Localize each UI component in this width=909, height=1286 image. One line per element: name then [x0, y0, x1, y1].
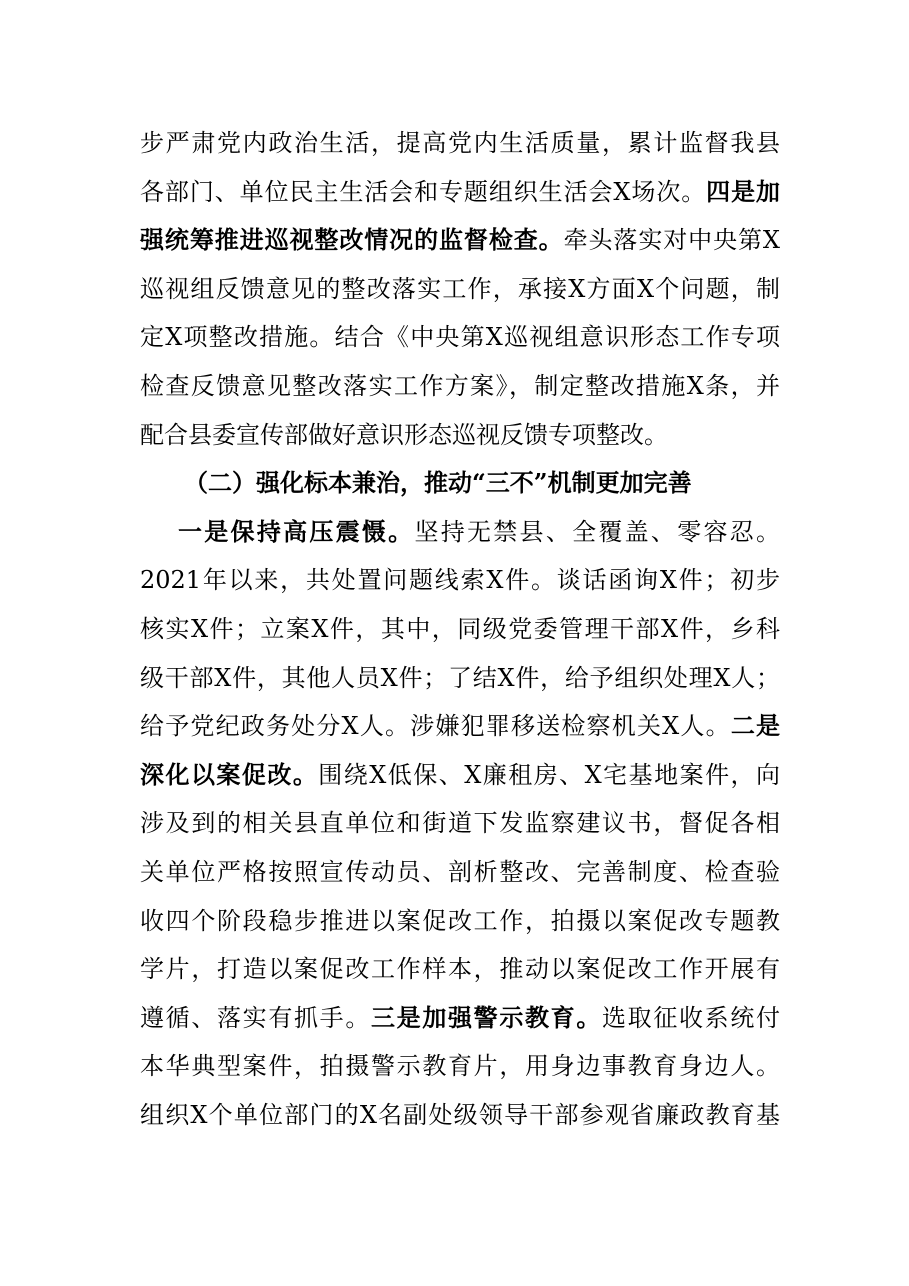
section-heading	[140, 459, 780, 508]
bold-run: 深化以案促改。	[140, 759, 319, 789]
text-line-10	[140, 605, 780, 654]
text-line-7	[140, 411, 780, 460]
text-run: 巡视组反馈意见的整改落实工作，承接X方面X个问题，制	[140, 274, 780, 303]
bold-run: 强统筹推进巡视整改情况的监督检查。	[140, 225, 564, 255]
text-run: 牵头落实对中央第X	[563, 226, 780, 255]
bold-run: 一是保持高压震慑。	[178, 516, 415, 546]
text-line-9	[140, 556, 780, 605]
text-run: 检查反馈意见整改落实工作方案》，制定整改措施X条，并	[140, 371, 780, 400]
bold-run: 四是加	[706, 176, 781, 206]
text-run: 学片，打造以案促改工作样本，推动以案促改工作开展有	[140, 955, 780, 984]
text-run: 围绕X低保、X廉租房、X宅基地案件，向	[318, 760, 781, 789]
text-run: 定X项整改措施。结合《中央第X巡视组意识形态工作专项	[140, 323, 780, 352]
text-line-12	[140, 702, 780, 751]
text-run: 级干部X件，其他人员X件；了结X件，给予组织处理X人；	[140, 663, 780, 692]
text-run: 关单位严格按照宣传动员、剖析整改、完善制度、检查验	[140, 857, 780, 886]
text-line-16	[140, 897, 780, 946]
text-run: 组织X个单位部门的X名副处级领导干部参观省廉政教育基	[140, 1100, 780, 1129]
text-run: 各部门、单位民主生活会和专题组织生活会X场次。	[140, 177, 707, 206]
text-line-14	[140, 799, 780, 848]
text-run: 步严肃党内政治生活，提高党内生活质量，累计监督我县	[140, 129, 780, 157]
text-run: 2021年以来，共处置问题线索X件。谈话函询X件；初步	[140, 566, 780, 595]
text-run: 配合县委宣传部做好意识形态巡视反馈专项整改。	[140, 420, 668, 449]
text-run: 收四个阶段稳步推进以案促改工作，拍摄以案促改专题教	[140, 906, 780, 935]
text-run: 给予党纪政务处分X人。涉嫌犯罪移送检察机关X人。	[140, 712, 731, 741]
text-run: 选取征收系统付	[602, 1003, 780, 1032]
text-run: 本华典型案件，拍摄警示教育片，用身边事教育身边人。	[140, 1052, 780, 1081]
text-line-4	[140, 265, 780, 314]
heading-text: （二）强化标本兼治，推动“三不”机制更加完善	[184, 468, 692, 498]
text-run: 涉及到的相关县直单位和街道下发监察建议书，督促各相	[140, 809, 780, 838]
text-line-5	[140, 313, 780, 362]
text-line-18	[140, 994, 780, 1043]
text-line-13	[140, 751, 780, 800]
text-line-2	[140, 168, 780, 217]
text-line-8	[140, 508, 780, 557]
bold-run: 二是	[730, 711, 781, 741]
text-line-1	[140, 119, 780, 168]
bold-run: 三是加强警示教育。	[371, 1002, 602, 1032]
text-line-17	[140, 945, 780, 994]
text-line-6	[140, 362, 780, 411]
text-run: 坚持无禁县、全覆盖、零容忍。	[414, 517, 781, 546]
text-line-15	[140, 848, 780, 897]
text-line-20	[140, 1091, 780, 1140]
document-body	[140, 119, 780, 1139]
text-run: 遵循、落实有抓手。	[140, 1003, 371, 1032]
text-line-11	[140, 654, 780, 703]
text-line-3	[140, 216, 780, 265]
text-line-19	[140, 1042, 780, 1091]
text-run: 核实X件；立案X件，其中，同级党委管理干部X件，乡科	[140, 614, 780, 643]
